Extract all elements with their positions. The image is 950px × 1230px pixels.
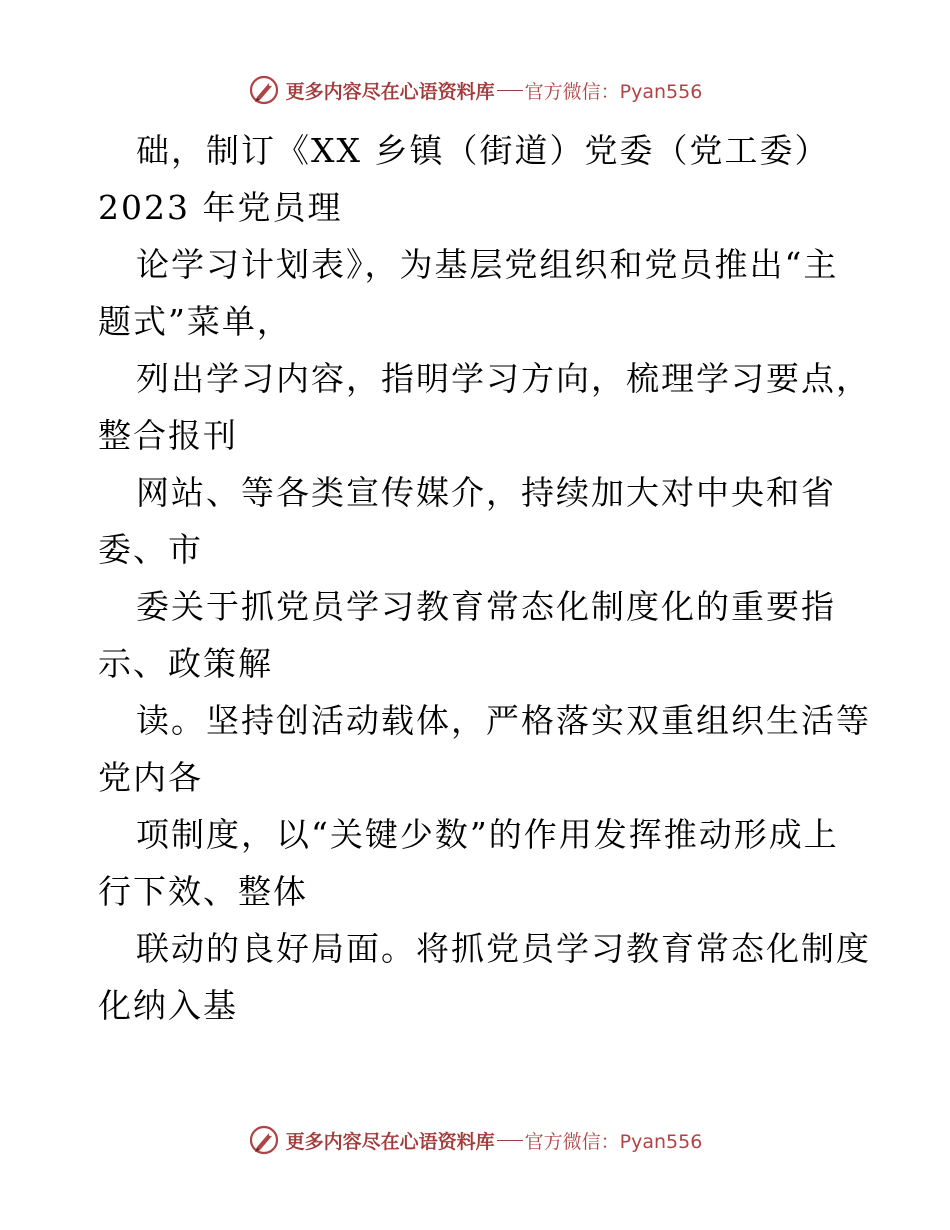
- header-banner: [0, 70, 950, 110]
- text-line: 列出学习内容，指明学习方向，梳理学习要点，: [136, 359, 871, 398]
- document-body: [98, 122, 898, 1034]
- text-line: 示、政策解: [98, 644, 273, 683]
- text-line: 整合报刊: [98, 416, 238, 455]
- pen-logo-icon: [248, 74, 280, 106]
- text-line: 网站、等各类宣传媒介，持续加大对中央和省: [136, 473, 836, 512]
- text-line: 行下效、整体: [98, 872, 308, 911]
- header-wechat-text: 官方微信：Pyan556: [524, 80, 703, 103]
- text-line: 联动的良好局面。将抓党员学习教育常态化制度: [136, 929, 871, 968]
- pen-logo-icon: [248, 1124, 280, 1156]
- footer-wechat-text: 官方微信：Pyan556: [524, 1130, 703, 1153]
- text-line: 委关于抓党员学习教育常态化制度化的重要指: [136, 587, 836, 626]
- text-line: 础，制订《XX 乡镇（街道）党委（党工委）: [136, 131, 830, 170]
- text-line: 化纳入基: [98, 986, 238, 1025]
- text-line: 委、市: [98, 530, 203, 569]
- text-line: 论学习计划表》，为基层党组织和党员推出“主: [136, 245, 839, 284]
- text-line: 党内各: [98, 758, 203, 797]
- text-line: 2023 年党员理: [98, 188, 343, 227]
- footer-site-text: 更多内容尽在心语资料库: [285, 1130, 495, 1153]
- header-separator: [497, 90, 523, 91]
- text-line: 读。坚持创活动载体，严格落实双重组织生活等: [136, 701, 871, 740]
- text-line: 项制度，以“关键少数”的作用发挥推动形成上: [136, 815, 839, 854]
- text-line: 题式”菜单，: [98, 302, 292, 341]
- header-site-text: 更多内容尽在心语资料库: [285, 80, 495, 103]
- footer-separator: [497, 1140, 523, 1141]
- footer-banner: [0, 1120, 950, 1160]
